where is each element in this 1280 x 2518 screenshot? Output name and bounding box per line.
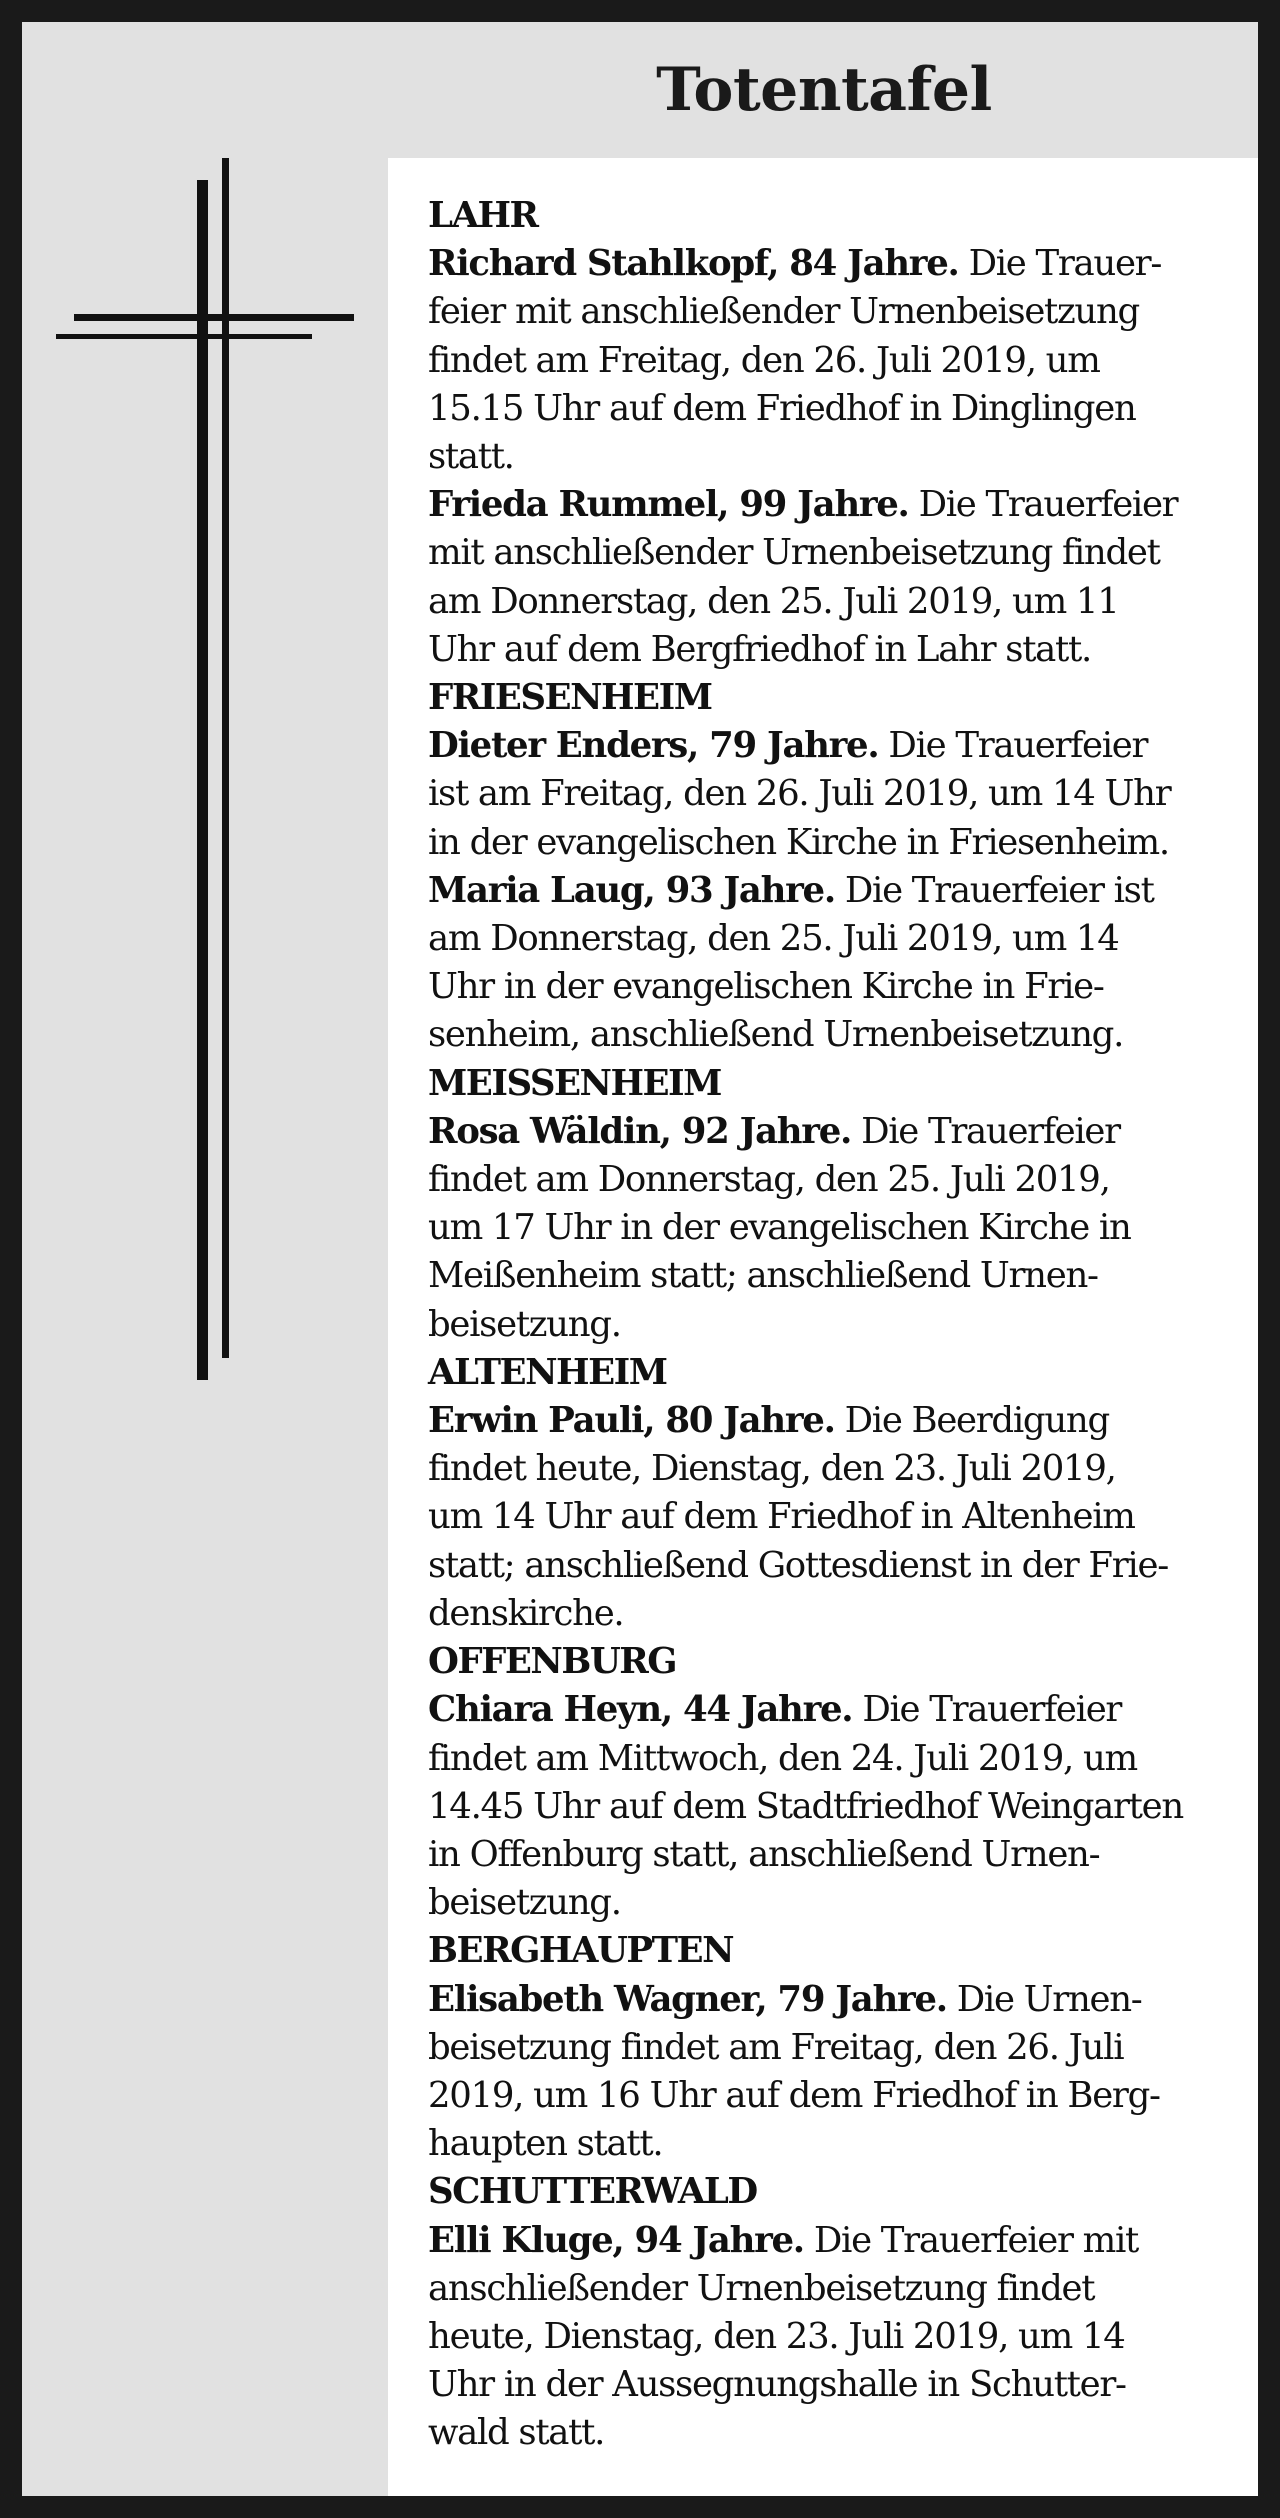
entry-text-line: findet am Freitag, den 26. Juli 2019, um — [428, 339, 1100, 381]
entry-first-line — [428, 1976, 1238, 2024]
entry-first-line — [428, 240, 1238, 288]
town-heading: MEISSENHEIM — [428, 1062, 721, 1104]
entry-text-line: 2019, um 16 Uhr auf dem Friedhof in Berg- — [428, 2074, 1160, 2116]
deceased-name: Rosa Wäldin, 92 Jahre. — [428, 1110, 852, 1152]
town-heading: SCHUTTERWALD — [428, 2171, 757, 2213]
obituary-entry — [428, 481, 1238, 674]
entry-text: Die Trauer- — [968, 243, 1162, 285]
entry-text-line: haupten statt. — [428, 2123, 663, 2165]
entry-text: Die Trauerfeier — [888, 725, 1148, 767]
deceased-name: Dieter Enders, 79 Jahre. — [428, 725, 879, 767]
entry-text: Die Trauerfeier — [918, 484, 1178, 526]
entry-text-line: um 17 Uhr in der evangelischen Kirche in — [428, 1207, 1131, 1249]
entry-text-line: heute, Dienstag, den 23. Juli 2019, um 14 — [428, 2315, 1125, 2357]
entry-text: Die Beerdigung — [844, 1400, 1109, 1442]
deceased-name: Erwin Pauli, 80 Jahre. — [428, 1400, 835, 1442]
entry-first-line — [428, 1108, 1238, 1156]
entry-first-line — [428, 2217, 1238, 2265]
town-heading: LAHR — [428, 195, 538, 236]
entry-text-line: beisetzung. — [428, 1882, 621, 1924]
entry-text-line: 14.45 Uhr auf dem Stadtfriedhof Weingarten — [428, 1785, 1183, 1827]
entry-first-line — [428, 722, 1238, 770]
entry-text-line: statt; anschließend Gottesdienst in der Frie- — [428, 1544, 1168, 1586]
entry-text-line: beisetzung findet am Freitag, den 26. Juli — [428, 2026, 1124, 2068]
entry-text-line: mit anschließender Urnenbeisetzung findet — [428, 532, 1160, 574]
entry-first-line — [428, 867, 1238, 915]
entry-text-line: Uhr auf dem Bergfriedhof in Lahr statt. — [428, 628, 1091, 670]
entry-text-line: wald statt. — [428, 2412, 605, 2454]
town-heading: ALTENHEIM — [428, 1351, 667, 1393]
page-title: Totentafel — [656, 55, 992, 125]
obituary-list — [388, 158, 1258, 2496]
town-heading: FRIESENHEIM — [428, 677, 712, 719]
deceased-name: Elli Kluge, 94 Jahre. — [428, 2219, 804, 2261]
obituary-entry — [428, 240, 1238, 481]
obituary-entry — [428, 1686, 1238, 1927]
entry-first-line — [428, 1686, 1238, 1734]
entry-text-line: anschließender Urnenbeisetzung findet — [428, 2267, 1095, 2309]
entry-text-line: Uhr in der evangelischen Kirche in Frie- — [428, 966, 1104, 1008]
deceased-name: Frieda Rummel, 99 Jahre. — [428, 484, 909, 526]
entry-text-line: ist am Freitag, den 26. Juli 2019, um 14 Uhr — [428, 773, 1171, 815]
entry-first-line — [428, 1397, 1238, 1445]
entry-text-line: statt. — [428, 436, 514, 478]
entry-text: Die Trauerfeier ist — [844, 869, 1154, 911]
entry-text-line: in der evangelischen Kirche in Friesenheim. — [428, 821, 1169, 863]
entry-text-line: am Donnerstag, den 25. Juli 2019, um 14 — [428, 918, 1119, 960]
entry-text-line: Uhr in der Aussegnungshalle in Schutter- — [428, 2364, 1126, 2406]
entry-text-line: senheim, anschließend Urnenbeisetzung. — [428, 1014, 1124, 1056]
entry-text: Die Trauerfeier mit — [813, 2219, 1138, 2261]
entry-text-line: findet am Mittwoch, den 24. Juli 2019, um — [428, 1737, 1137, 1779]
entry-text-line: denskirche. — [428, 1592, 624, 1634]
town-heading: BERGHAUPTEN — [428, 1930, 734, 1972]
entry-text-line: findet heute, Dienstag, den 23. Juli 2019, — [428, 1448, 1116, 1490]
deceased-name: Chiara Heyn, 44 Jahre. — [428, 1689, 853, 1731]
obituary-entry — [428, 2217, 1238, 2458]
obituary-entry — [428, 867, 1238, 1060]
entry-text-line: beisetzung. — [428, 1303, 621, 1345]
deceased-name: Richard Stahlkopf, 84 Jahre. — [428, 243, 959, 285]
deceased-name: Elisabeth Wagner, 79 Jahre. — [428, 1978, 947, 2020]
entry-text-line: in Offenburg statt, anschließend Urnen- — [428, 1833, 1100, 1875]
obituary-entry — [428, 1108, 1238, 1349]
obituary-entry — [428, 722, 1238, 867]
entry-text-line: um 14 Uhr auf dem Friedhof in Altenheim — [428, 1496, 1135, 1538]
town-heading: OFFENBURG — [428, 1641, 677, 1683]
entry-first-line — [428, 481, 1238, 529]
entry-text-line: feier mit anschließender Urnenbeisetzung — [428, 291, 1139, 333]
entry-text: Die Trauerfeier — [862, 1689, 1122, 1731]
obituary-entry — [428, 1976, 1238, 2169]
entry-text: Die Urnen- — [956, 1978, 1142, 2020]
entry-text-line: findet am Donnerstag, den 25. Juli 2019, — [428, 1159, 1110, 1201]
obituary-entry — [428, 1397, 1238, 1638]
entry-text: Die Trauerfeier — [861, 1110, 1120, 1152]
obituary-panel — [22, 22, 1258, 2496]
entry-text-line: am Donnerstag, den 25. Juli 2019, um 11 — [428, 580, 1119, 622]
entry-text-line: Meißenheim statt; anschließend Urnen- — [428, 1255, 1098, 1297]
deceased-name: Maria Laug, 93 Jahre. — [428, 869, 835, 911]
entry-text-line: 15.15 Uhr auf dem Friedhof in Dinglingen — [428, 387, 1136, 429]
